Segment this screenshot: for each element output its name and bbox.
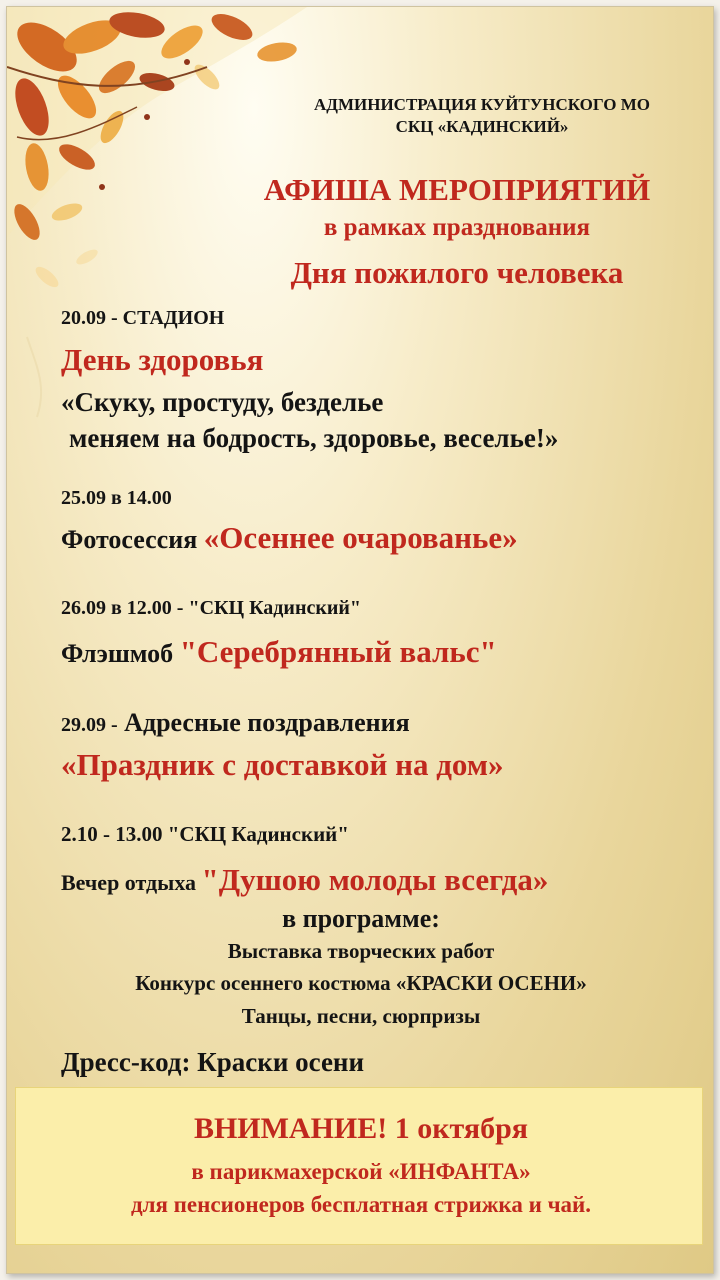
- event-4-label: Адресные поздравления: [124, 708, 410, 737]
- event-1-name: День здоровья: [61, 342, 264, 377]
- notice-line-2: в парикмахерской «ИНФАНТА»: [191, 1159, 531, 1184]
- event-3-name: "Серебрянный вальс": [179, 634, 497, 669]
- event-1-slogan-line-1: «Скуку, простуду, безделье: [61, 387, 384, 417]
- event-5-date: 2.10 - 13.00 "СКЦ Кадинский": [61, 822, 349, 846]
- event-2-label: Фотосессия: [61, 525, 198, 554]
- event-2-name: «Осеннее очарованье»: [203, 520, 518, 555]
- dress-code: Дресс-код: Краски осени: [61, 1047, 365, 1077]
- program-item: Танцы, песни, сюрпризы: [241, 1004, 481, 1028]
- notice-heading: ВНИМАНИЕ! 1 октября: [193, 1112, 529, 1145]
- event-poster: [6, 6, 714, 1274]
- program-item: Выставка творческих работ: [227, 939, 495, 963]
- admin-line-1: АДМИНИСТРАЦИЯ КУЙТУНСКОГО МО: [313, 95, 651, 114]
- event-5-title: [61, 862, 548, 898]
- event-1-date: 20.09 - СТАДИОН: [61, 307, 225, 329]
- poster-subtitle: в рамках празднования: [323, 214, 591, 241]
- admin-line-2: СКЦ «КАДИНСКИЙ»: [395, 117, 569, 136]
- event-4-date: 29.09 -: [61, 714, 118, 736]
- poster-occasion: Дня пожилого человека: [290, 255, 624, 290]
- event-2-title: [61, 520, 518, 556]
- event-4-title: [61, 708, 410, 738]
- event-5-label: Вечер отдыха: [61, 870, 197, 895]
- event-2-date: 25.09 в 14.00: [61, 487, 172, 509]
- event-5-name: "Душою молоды всегда»: [201, 862, 549, 897]
- event-3-label: Флэшмоб: [61, 639, 174, 668]
- poster-title: АФИША МЕРОПРИЯТИЙ: [263, 172, 651, 207]
- event-4-name: «Праздник с доставкой на дом»: [61, 747, 504, 782]
- event-1-slogan-line-2: меняем на бодрость, здоровье, веселье!»: [69, 423, 559, 453]
- program-item: Конкурс осеннего костюма «КРАСКИ ОСЕНИ»: [135, 971, 587, 995]
- event-3-date: 26.09 в 12.00 - "СКЦ Кадинский": [61, 597, 362, 619]
- event-3-title: [61, 634, 497, 670]
- program-heading: в программе:: [282, 904, 440, 933]
- notice-line-3: для пенсионеров бесплатная стрижка и чай.: [130, 1192, 592, 1217]
